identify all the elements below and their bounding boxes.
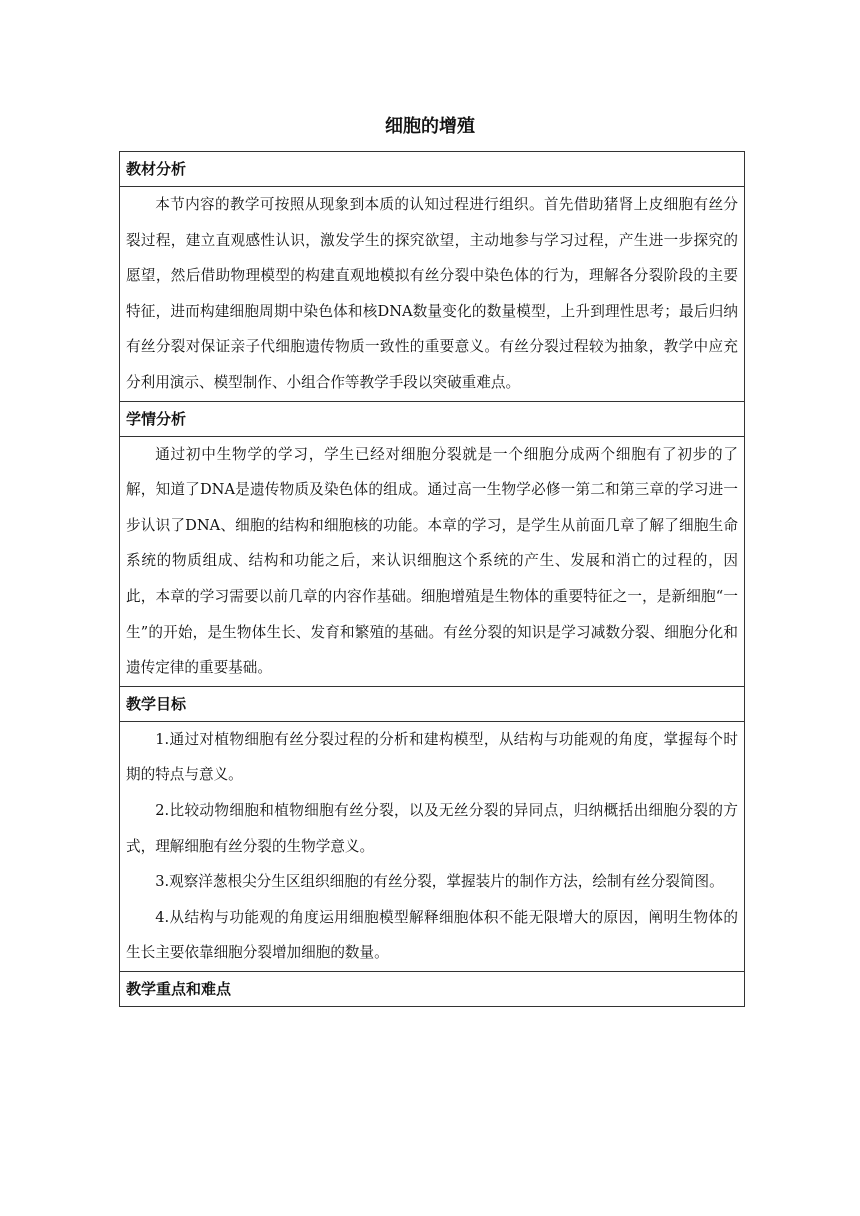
objective-item: 4.从结构与功能观的角度运用细胞模型解释细胞体积不能无限增大的原因，阐明生物体的生长主要依靠细胞分裂增加细胞的数量。 <box>126 908 738 962</box>
objective-item: 1.通过对植物细胞有丝分裂过程的分析和建构模型，从结构与功能观的角度，掌握每个时期的特点与意义。 <box>126 730 738 784</box>
section-body-row <box>120 187 745 402</box>
section-heading-learner-analysis: 学情分析 <box>120 401 745 436</box>
section-heading-key-points: 教学重点和难点 <box>120 971 745 1006</box>
section-heading-row <box>120 971 745 1006</box>
section-heading-row <box>120 686 745 721</box>
section-body-learner-analysis <box>120 436 745 686</box>
objective-item: 2.比较动物细胞和植物细胞有丝分裂，以及无丝分裂的异同点，归纳概括出细胞分裂的方式，理解细胞有丝分裂的生物学意义。 <box>126 801 738 855</box>
section-heading-row <box>120 152 745 187</box>
section-body-row <box>120 436 745 686</box>
objective-item: 3.观察洋葱根尖分生区组织细胞的有丝分裂，掌握装片的制作方法，绘制有丝分裂简图。 <box>155 873 724 891</box>
paragraph: 通过初中生物学的学习，学生已经对细胞分裂就是一个细胞分成两个细胞有了初步的了解，知道了DNA是遗传物质及染色体的组成。通过高一生物学必修一第二和第三章的学习进一步认识了DNA、细胞的结构和细胞核的功能。本章的学习，是学生从前面几章了解了细胞生命系统的物质组成、结构和功能之后，来认识细胞这个系统的产生、发展和消亡的过程的，因此，本章的学习需要以前几章的内容作基础。细胞增殖是生物体的重要特征之一，是新细胞“一生”的开始，是生物体生长、发育和繁殖的基础。有丝分裂的知识是学习减数分裂、细胞分化和遗传定律的重要基础。 <box>126 445 738 677</box>
lesson-plan-table <box>119 151 745 1007</box>
section-heading-row <box>120 401 745 436</box>
section-heading-teaching-objectives: 教学目标 <box>120 686 745 721</box>
section-heading-textbook-analysis: 教材分析 <box>120 152 745 187</box>
section-body-teaching-objectives <box>120 721 745 971</box>
section-body-textbook-analysis <box>120 187 745 402</box>
paragraph: 本节内容的教学可按照从现象到本质的认知过程进行组织。首先借助猪肾上皮细胞有丝分裂过程，建立直观感性认识，激发学生的探究欲望，主动地参与学习过程，产生进一步探究的愿望，然后借助物理模型的构建直观地模拟有丝分裂中染色体的行为，理解各分裂阶段的主要特征，进而构建细胞周期中染色体和核DNA数量变化的数量模型，上升到理性思考；最后归纳有丝分裂对保证亲子代细胞遗传物质一致性的重要意义。有丝分裂过程较为抽象，教学中应充分利用演示、模型制作、小组合作等教学手段以突破重难点。 <box>126 196 738 391</box>
section-body-row <box>120 721 745 971</box>
document-title: 细胞的增殖 <box>385 116 475 137</box>
